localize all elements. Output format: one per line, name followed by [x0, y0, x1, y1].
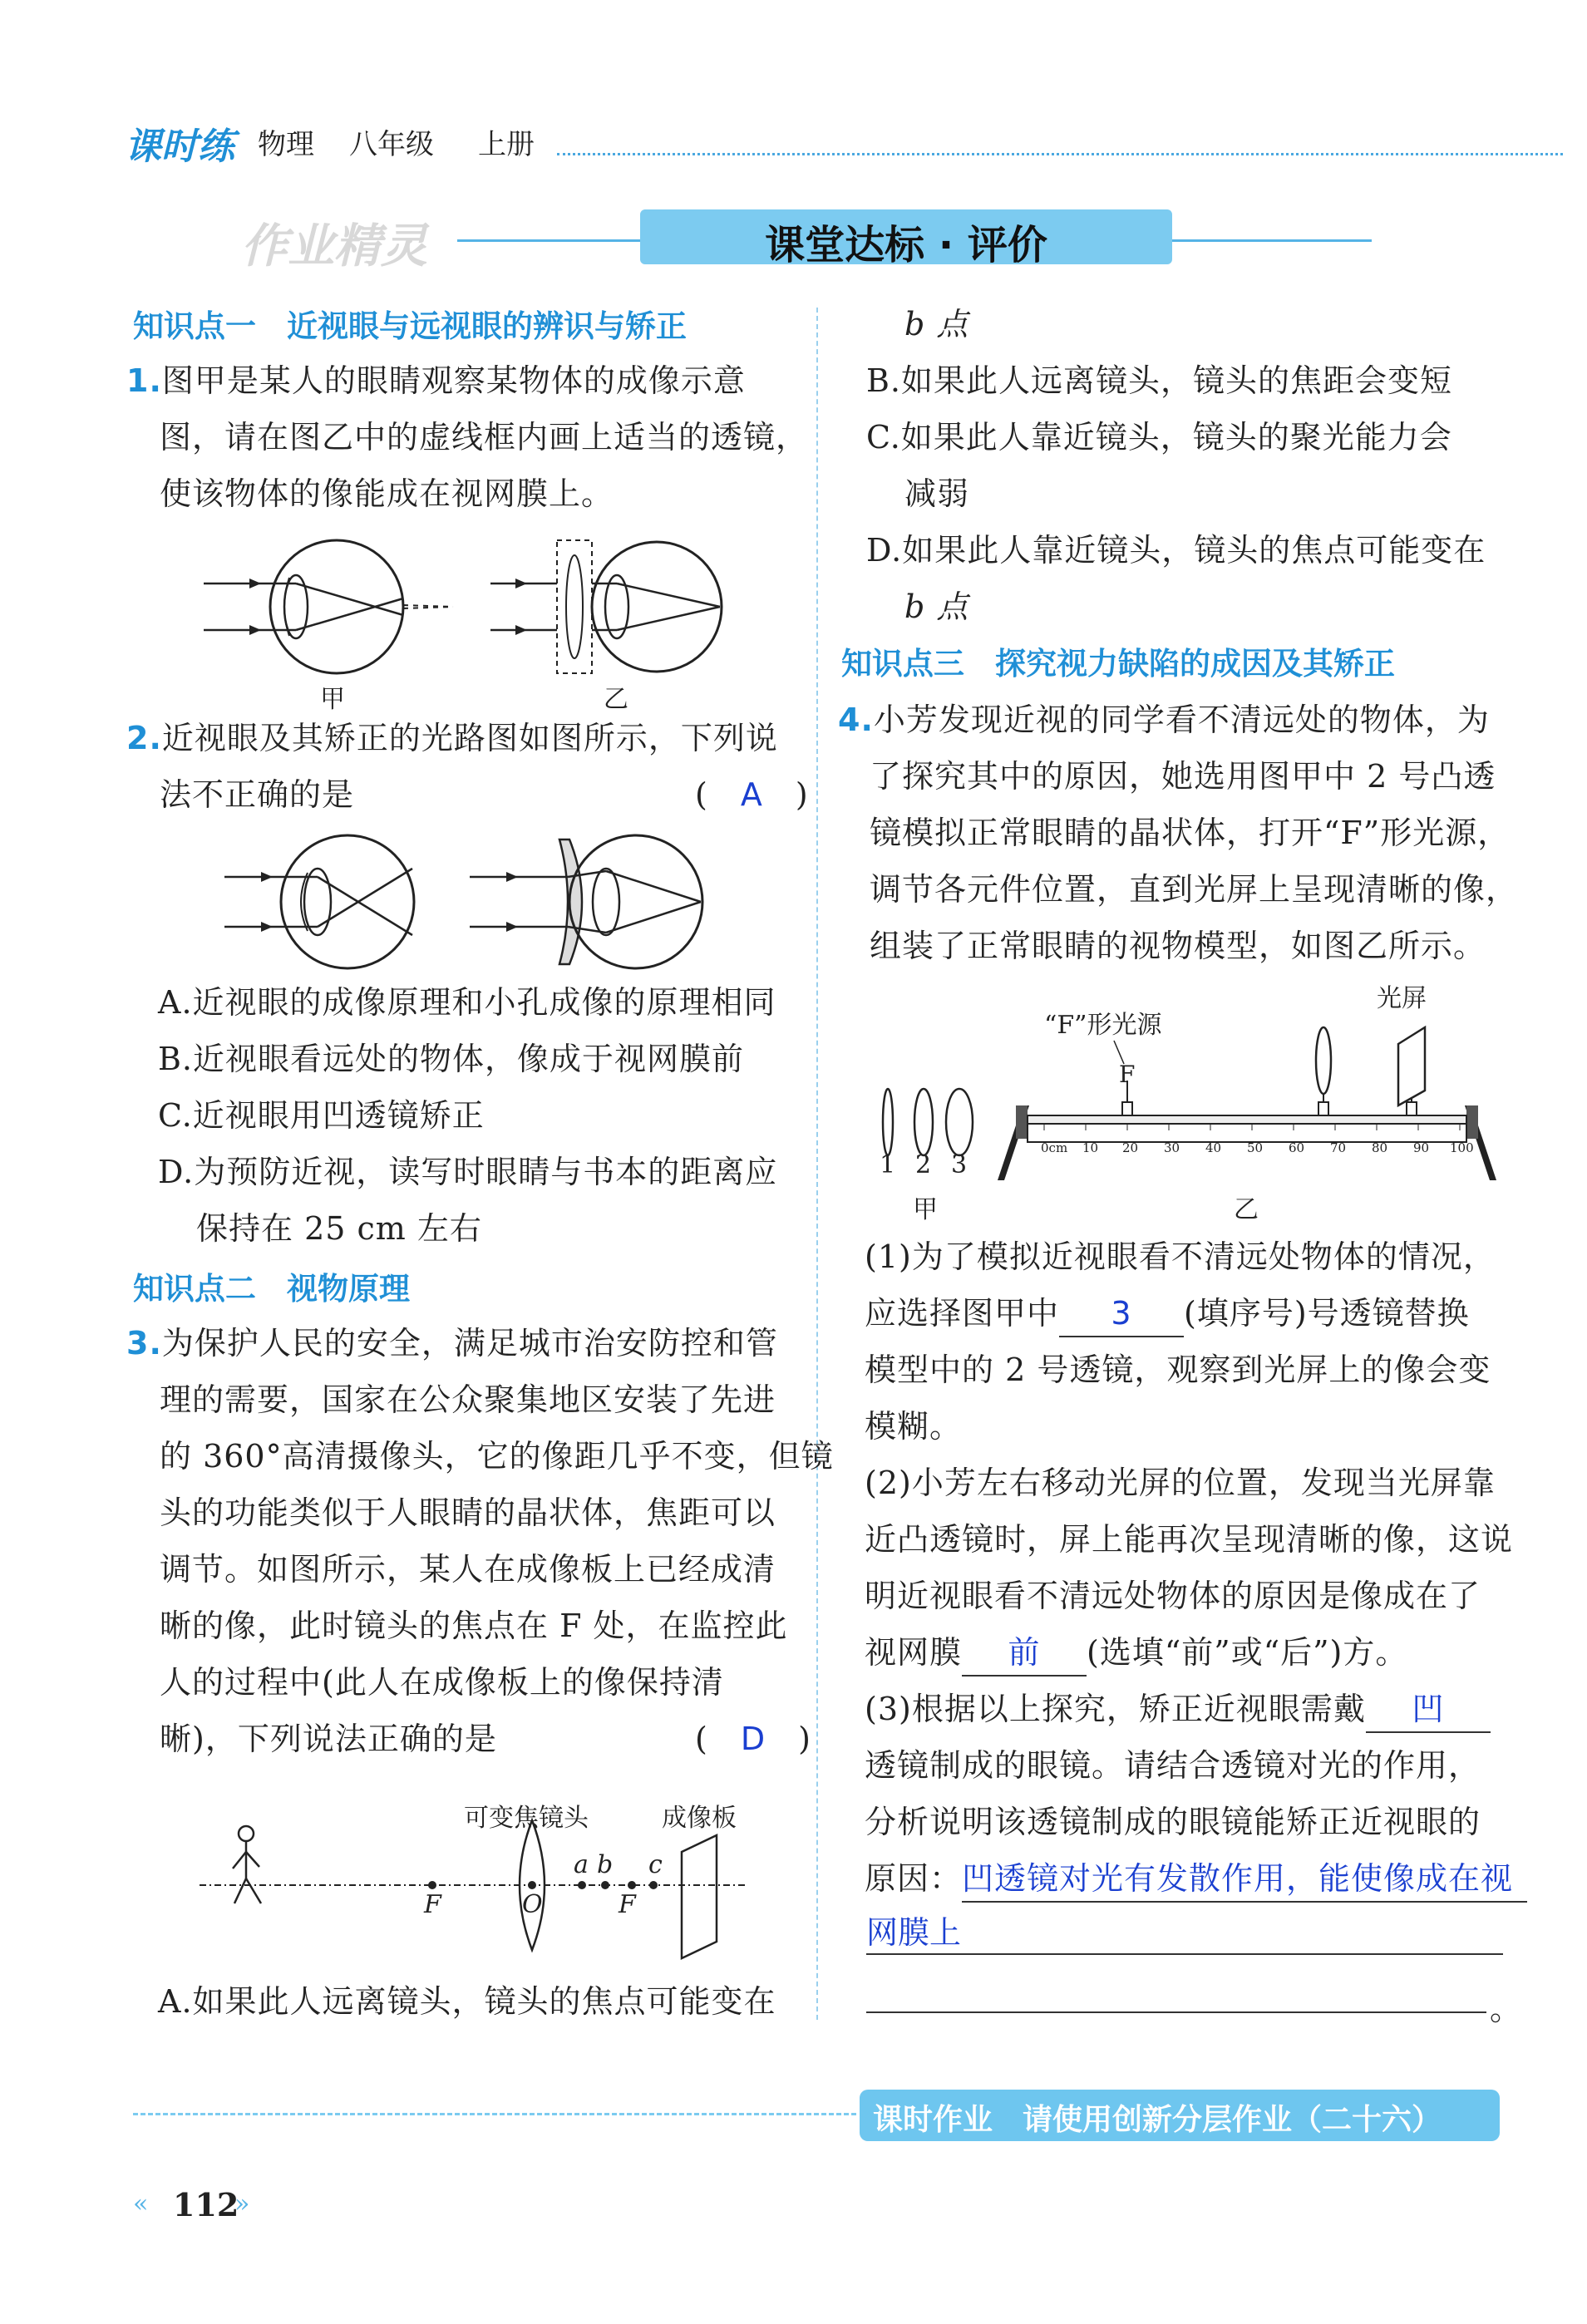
- q4-label-jia: 甲: [913, 1195, 938, 1224]
- q3-label-c: c: [648, 1850, 663, 1879]
- q3-label-F1: F: [424, 1890, 441, 1919]
- page-number-box: [133, 2183, 266, 2229]
- q4-tick-20: 20: [1122, 1140, 1139, 1155]
- q3-label-F2: F: [619, 1890, 636, 1919]
- q3-option-d: D.如果此人靠近镜头，镜头的焦点可能变在: [866, 532, 1486, 569]
- q4-tick-40: 40: [1205, 1140, 1222, 1155]
- page-chevron-right-icon: »: [234, 2189, 250, 2218]
- q4-tick-0: 0cm: [1041, 1140, 1068, 1155]
- q4-tick-70: 70: [1330, 1140, 1347, 1155]
- q4-answer-1: 3: [1059, 1291, 1184, 1337]
- header-subject: 物理: [258, 128, 314, 161]
- footer-dotted-line: [133, 2113, 856, 2115]
- q4-answer-4a: 凹透镜对光有发散作用，能使像成在视: [962, 1856, 1527, 1903]
- header-grade: 八年级: [349, 128, 434, 161]
- q3-number: 3.: [126, 1325, 162, 1361]
- q3-text: 3.为保护人民的安全，满足城市治安防控和管 理的需要，国家在公众聚集地区安装了先进 的 360°高清摄像头，它的像距几乎不变，但镜 头的功能类似于人眼睛的晶状体，焦距可以 调节。如图所示，某人在成像板上已经成清 晰的像，此时镜头的焦点在 F 处，在监控此 人的过程中(此人在成像板上的像保持清 晰)，下列说法正确的是: [126, 1325, 834, 1757]
- banner-title: 课堂达标 · 评价: [765, 222, 1047, 268]
- q3-label-board: 成像板: [662, 1804, 737, 1833]
- q2-figure-corrected: [470, 831, 711, 981]
- q1-label-yi: 乙: [604, 685, 628, 714]
- q4-tick-80: 80: [1372, 1140, 1388, 1155]
- q4-answer-4b: 网膜上: [866, 1914, 962, 1951]
- q4-tick-10: 10: [1082, 1140, 1099, 1155]
- q4-tick-90: 90: [1413, 1140, 1430, 1155]
- q4-answer-3: 凹: [1366, 1686, 1491, 1733]
- q3-option-a-tail: b 点: [904, 306, 969, 342]
- q4-answer-line-3: [866, 1970, 1486, 2013]
- header-volume: 上册: [478, 128, 535, 161]
- q4-label-F: F: [1119, 1061, 1136, 1088]
- q4-answer-line-2: [866, 1912, 1503, 1955]
- q4-answer-end: 。: [1490, 1991, 1522, 2027]
- footer-note: 课时作业 请使用创新分层作业（二十六）: [873, 2103, 1442, 2137]
- q4-lens-num-2: 2: [915, 1150, 932, 1179]
- q4-label-screen: 光屏: [1377, 984, 1427, 1013]
- q1-label-jia: 甲: [320, 685, 345, 714]
- q4-lens-num-1: 1: [880, 1150, 896, 1179]
- q2-figure-myopia: [224, 831, 457, 981]
- q2-options: A.近视眼的成像原理和小孔成像的原理相同 B.近视眼看远处的物体，像成于视网膜前 C.近视眼用凹透镜矫正 D.为预防近视，读写时眼睛与书本的距离应 保持在 25 cm 左右: [158, 984, 778, 1247]
- q4-part1: (1)为了模拟近视眼看不清远处物体的情况， 应选择图甲中 3 (填序号)号透镜替换 模型中的 2 号透镜，观察到光屏上的像会变 模糊。: [865, 1238, 1496, 1445]
- q4-label-yi: 乙: [1234, 1195, 1259, 1224]
- q4-text: 4.小芳发现近视的同学看不清远处的物体，为 了探究其中的原因，她选用图甲中 2 号凸透 镜模拟正常眼睛的晶状体，打开“F”形光源， 调节各元件位置，直到光屏上呈现清晰的像， 组装了正常眼睛的视物模型，如图乙所示。: [838, 702, 1519, 964]
- q4-number: 4.: [838, 702, 874, 738]
- page-chevron-left-icon: «: [133, 2189, 149, 2218]
- kp1-heading: 知识点一 近视眼与远视眼的辨识与矫正: [133, 308, 687, 344]
- q4-lens-num-3: 3: [951, 1150, 968, 1179]
- q2-answer: A: [740, 776, 763, 813]
- q3-label-lens: 可变焦镜头: [464, 1804, 589, 1833]
- q4-tick-50: 50: [1247, 1140, 1264, 1155]
- q4-label-source: “F”形光源: [1044, 1011, 1162, 1040]
- q2-text: 2.近视眼及其矫正的光路图如图所示，下列说 法不正确的是: [126, 720, 778, 813]
- q2-answer-paren: ( A ): [695, 776, 809, 813]
- q4-tick-100: 100: [1450, 1140, 1474, 1155]
- q4-part3: (3)根据以上探究，矫正近视眼需戴 凹 透镜制成的眼镜。请结合透镜对光的作用， 分析说明该透镜制成的眼镜能矫正近视眼的 原因：凹透镜对光有发散作用，能使像成在视: [865, 1681, 1527, 1907]
- page-number: 112: [173, 2186, 239, 2223]
- q3-option-b: B.如果此人远离镜头，镜头的焦距会变短: [866, 362, 1453, 399]
- watermark-banner: 作业精灵: [241, 219, 427, 273]
- q3-label-a: a: [574, 1850, 589, 1879]
- banner: [208, 206, 1422, 273]
- kp3-heading: 知识点三 探究视力缺陷的成因及其矫正: [841, 646, 1395, 682]
- q1-text: 1.图甲是某人的眼睛观察某物体的成像示意 图，请在图乙中的虚线框内画上适当的透镜， 使该物体的像能成在视网膜上。: [126, 362, 809, 512]
- brand-logo: 课时练: [125, 126, 234, 168]
- q3-option-a: A.如果此人远离镜头，镜头的焦点可能变在: [158, 1983, 776, 2020]
- q3-continuation: b 点 B.如果此人远离镜头，镜头的焦距会变短 C.如果此人靠近镜头，镜头的聚光能力会 减弱 D.如果此人靠近镜头，镜头的焦点可能变在 b 点: [866, 306, 1486, 625]
- q4-answer-2: 前: [962, 1630, 1087, 1677]
- q3-answer: D: [740, 1721, 766, 1757]
- q2-option-c: C.近视眼用凹透镜矫正: [158, 1097, 485, 1134]
- q4-tick-30: 30: [1164, 1140, 1180, 1155]
- q2-option-d: D.为预防近视，读写时眼睛与书本的距离应: [158, 1154, 778, 1190]
- q2-option-b: B.近视眼看远处的物体，像成于视网膜前: [158, 1041, 745, 1077]
- q3-answer-paren: ( D ): [695, 1721, 811, 1757]
- kp2-heading: 知识点二 视物原理: [133, 1271, 410, 1307]
- header: [125, 116, 1563, 166]
- q4-part2: (2)小芳左右移动光屏的位置，发现当光屏靠 近凸透镜时，屏上能再次呈现清晰的像，这说 明近视眼看不清远处物体的原因是像成在了 视网膜 前 (选填“前”或“后”)方。: [865, 1455, 1513, 1681]
- q2-option-a: A.近视眼的成像原理和小孔成像的原理相同: [158, 984, 776, 1021]
- q1-number: 1.: [126, 362, 162, 399]
- q4-tick-60: 60: [1289, 1140, 1305, 1155]
- q3-label-b: b: [597, 1850, 614, 1879]
- q3-label-O: O: [522, 1890, 543, 1919]
- q3-option-c: C.如果此人靠近镜头，镜头的聚光能力会: [866, 419, 1452, 455]
- q2-number: 2.: [126, 720, 162, 756]
- header-rule: [557, 153, 1563, 155]
